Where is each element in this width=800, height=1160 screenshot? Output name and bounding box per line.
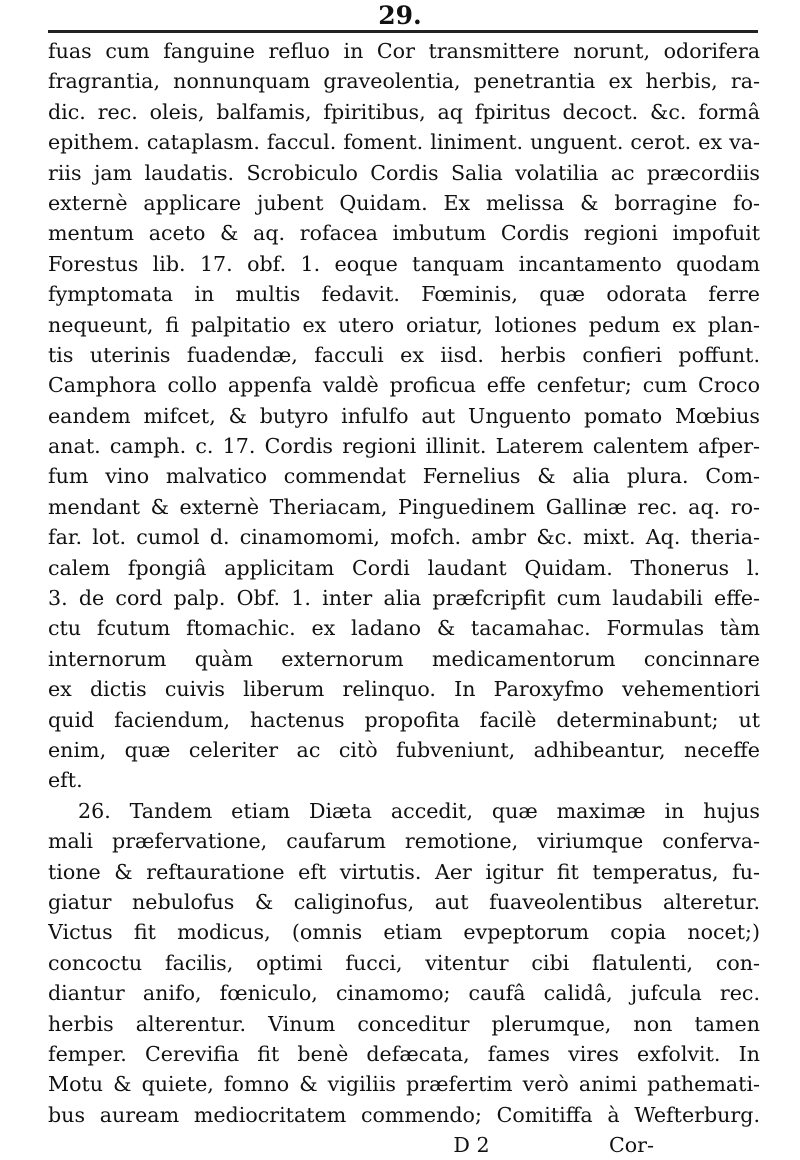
text-line: Motu & quiete, fomno & vigiliis præfertim verò animi pathemati- [48, 1072, 760, 1097]
text-line: externè applicare jubent Quidam. Ex melissa & borragine fo- [48, 190, 760, 215]
text-line: calem fpongiâ applicitam Cordi laudant Quidam. Thonerus l. [48, 555, 760, 580]
text-line: epithem. cataplasm. faccul. foment. liniment. unguent. cerot. ex va- [48, 130, 760, 155]
text-line: 3. de cord palp. Obf. 1. inter alia præfcripfit cum laudabili effe- [48, 586, 760, 611]
text-line: concoctu facilis, optimi fucci, vitentur cibi flatulenti, con- [48, 950, 760, 975]
text-line: enim, quæ celeriter ac citò fubveniunt, adhibeantur, neceffe [48, 737, 760, 762]
text-line: Camphora collo appenfa valdè proficua effe cenfetur; cum Croco [48, 373, 760, 398]
text-line: riis jam laudatis. Scrobiculo Cordis Salia volatilia ac præcordiis [48, 160, 760, 185]
text-line: tis uterinis fuadendæ, facculi ex iisd. herbis confieri poffunt. [48, 342, 760, 367]
text-line: giatur nebulofus & caliginofus, aut fuaveolentibus alteretur. [48, 889, 760, 914]
text-line: bus auream mediocritatem commendo; Comitiffa à Wefterburg. [48, 1102, 760, 1127]
text-line: ctu fcutum ftomachic. ex ladano & tacamahac. Formulas tàm [48, 616, 760, 641]
text-line: Victus fit modicus, (omnis etiam evpeptorum copia nocet;) [48, 920, 760, 945]
text-line: femper. Cerevifia fit benè defæcata, fames vires exfolvit. In [48, 1041, 760, 1066]
text-line: mendant & externè Theriacam, Pinguedinem Gallinæ rec. aq. ro- [48, 494, 760, 519]
text-line: ex dictis cuivis liberum relinquo. In Paroxyfmo vehementiori [48, 677, 760, 702]
text-line: mali præfervatione, caufarum remotione, viriumque conferva- [48, 829, 760, 854]
body-text [48, 36, 760, 1160]
text-line: mentum aceto & aq. rofacea imbutum Cordis regioni impofuit [48, 221, 760, 246]
text-line: internorum quàm externorum medicamentorum concinnare [48, 646, 760, 671]
paragraph-start-line: 26. Tandem etiam Diæta accedit, quæ maximæ in hujus [78, 798, 760, 823]
text-line: fymptomata in multis fedavit. Fœminis, quæ odorata ferre [48, 282, 760, 307]
text-line: nequeunt, fi palpitatio ex utero oriatur, lotiones pedum ex plan- [48, 312, 760, 337]
text-line: quid faciendum, hactenus propofita facilè determinabunt; ut [48, 707, 760, 732]
text-line: diantur anifo, fœniculo, cinamomo; caufâ calidâ, jufcula rec. [48, 981, 760, 1006]
catchword: Cor- [609, 1133, 654, 1158]
text-line: herbis alterentur. Vinum conceditur plerumque, non tamen [48, 1011, 760, 1036]
text-line: anat. camph. c. 17. Cordis regioni illinit. Laterem calentem afper- [48, 434, 760, 459]
signature-mark: D 2 [453, 1133, 490, 1158]
footer-line [48, 1130, 760, 1160]
header-rule [48, 30, 758, 33]
text-line: eft. [48, 768, 83, 793]
text-line: fuas cum fanguine refluo in Cor transmittere norunt, odorifera [48, 39, 760, 63]
text-line: tione & reftauratione eft virtutis. Aer igitur fit temperatus, fu- [48, 859, 760, 884]
page-number: 29. [378, 1, 422, 30]
text-line: fum vino malvatico commendat Fernelius & alia plura. Com- [48, 464, 760, 489]
text-line: dic. rec. oleis, balfamis, fpiritibus, aq fpiritus decoct. &c. formâ [48, 99, 760, 124]
text-line: fragrantia, nonnunquam graveolentia, penetrantia ex herbis, ra- [48, 69, 760, 94]
text-line: Forestus lib. 17. obf. 1. eoque tanquam incantamento quodam [48, 251, 760, 276]
text-line: far. lot. cumol d. cinamomomi, mofch. ambr &c. mixt. Aq. theria- [48, 525, 760, 550]
text-line: eandem mifcet, & butyro infulfo aut Unguento pomato Mœbius [48, 403, 760, 428]
